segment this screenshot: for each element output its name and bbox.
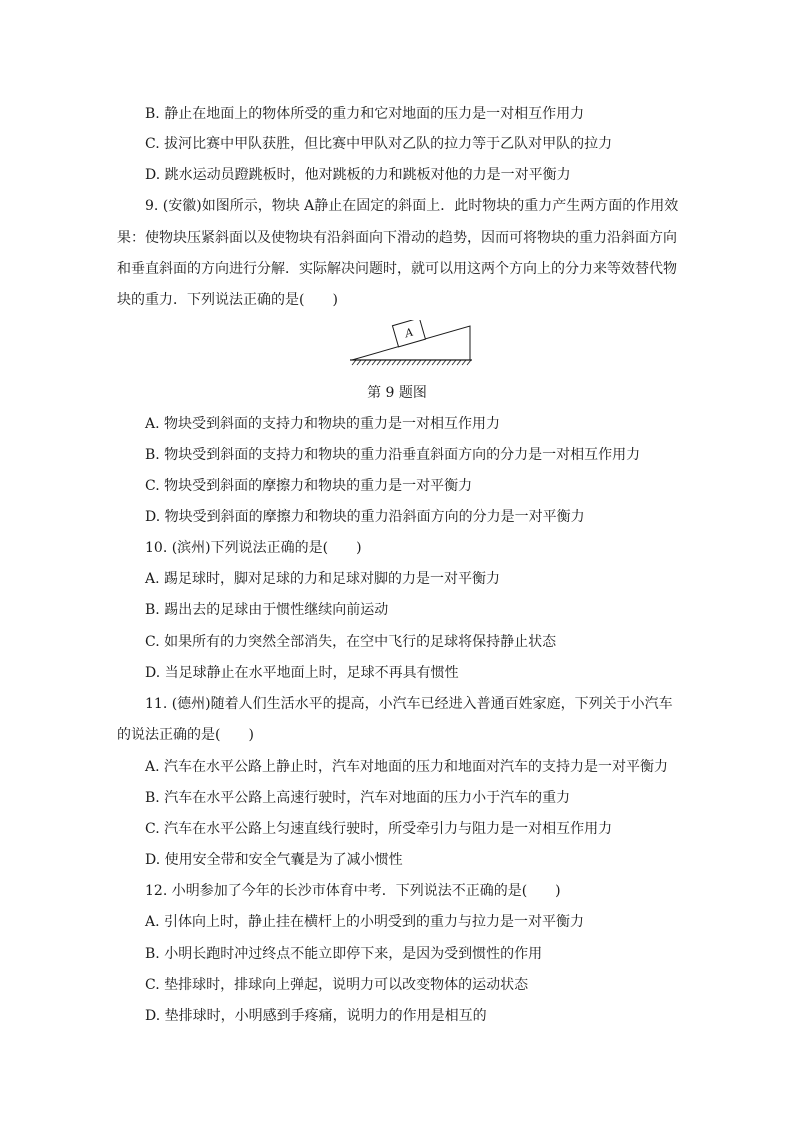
q11-stem-line-2: 的说法正确的是( ): [117, 727, 254, 743]
q11-option-a: A. 汽车在水平公路上静止时，汽车对地面的压力和地面对汽车的支持力是一对平衡力: [145, 759, 669, 775]
q12-option-c: C. 垫排球时，排球向上弹起，说明力可以改变物体的运动状态: [145, 977, 529, 993]
q11-stem-line-1: 11. (德州)随着人们生活水平的提高，小汽车已经进入普通百姓家庭，下列关于小汽车: [145, 696, 673, 712]
q9-stem-line-1: 9. (安徽)如图所示，物块 A静止在固定的斜面上．此时物块的重力产生两方面的作用效: [145, 198, 679, 214]
q12-option-b: B. 小明长跑时冲过终点不能立即停下来，是因为受到惯性的作用: [145, 946, 543, 962]
q10-option-c: C. 如果所有的力突然全部消失，在空中飞行的足球将保持静止状态: [145, 634, 557, 650]
q12-option-d: D. 垫排球时，小明感到手疼痛，说明力的作用是相互的: [145, 1008, 487, 1024]
q9-option-d: D. 物块受到斜面的摩擦力和物块的重力沿斜面方向的分力是一对平衡力: [145, 509, 585, 525]
q12-option-a: A. 引体向上时，静止挂在横杆上的小明受到的重力与拉力是一对平衡力: [145, 914, 585, 930]
q8-option-d: D. 跳水运动员蹬跳板时，他对跳板的力和跳板对他的力是一对平衡力: [145, 167, 571, 183]
block-a: [392, 320, 425, 347]
q11-option-d: D. 使用安全带和安全气囊是为了减小惯性: [145, 852, 403, 868]
q8-option-c: C. 拔河比赛中甲队获胜，但比赛中甲队对乙队的拉力等于乙队对甲队的拉力: [145, 136, 613, 152]
incline-figure: [346, 320, 476, 372]
q10-option-d: D. 当足球静止在水平地面上时，足球不再具有惯性: [145, 665, 459, 681]
q10-option-b: B. 踢出去的足球由于惯性继续向前运动: [145, 602, 389, 618]
q8-option-b: B. 静止在地面上的物体所受的重力和它对地面的压力是一对相互作用力: [145, 106, 585, 122]
q9-option-b: B. 物块受到斜面的支持力和物块的重力沿垂直斜面方向的分力是一对相互作用力: [145, 447, 641, 463]
q10-stem: 10. (滨州)下列说法正确的是( ): [145, 540, 362, 556]
q9-option-c: C. 物块受到斜面的摩擦力和物块的重力是一对平衡力: [145, 478, 473, 494]
q9-figure-caption: 第 9 题图: [367, 385, 427, 401]
q9-option-a: A. 物块受到斜面的支持力和物块的重力是一对相互作用力: [145, 416, 501, 432]
q11-option-c: C. 汽车在水平公路上匀速直线行驶时，所受牵引力与阻力是一对相互作用力: [145, 821, 613, 837]
q12-stem: 12. 小明参加了今年的长沙市体育中考．下列说法不正确的是( ): [145, 883, 561, 899]
q11-option-b: B. 汽车在水平公路上高速行驶时，汽车对地面的压力小于汽车的重力: [145, 790, 571, 806]
q9-stem-line-4: 块的重力．下列说法正确的是( ): [117, 292, 338, 308]
ground-hatching: [352, 360, 471, 365]
q9-stem-line-3: 和垂直斜面的方向进行分解．实际解决问题时，就可以用这两个方向上的分力来等效替代物: [117, 261, 677, 277]
q10-option-a: A. 踢足球时，脚对足球的力和足球对脚的力是一对平衡力: [145, 571, 501, 587]
block-a-label: A: [403, 325, 415, 341]
q9-stem-line-2: 果：使物块压紧斜面以及使物块有沿斜面向下滑动的趋势，因而可将物块的重力沿斜面方向: [117, 230, 677, 246]
